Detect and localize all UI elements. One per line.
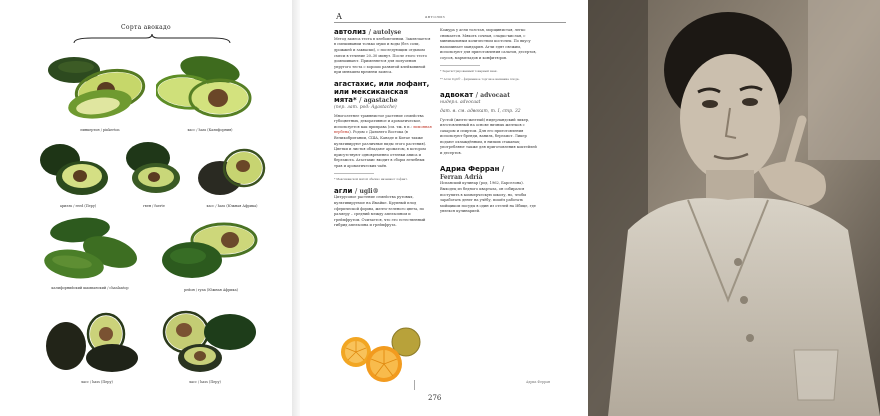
left-page bbox=[0, 0, 292, 416]
avocado-fuerte-image bbox=[118, 140, 188, 196]
ugli-fruit-image bbox=[336, 326, 428, 384]
advocaat-head-ru: адвокат bbox=[440, 90, 474, 99]
caption-hass-peru-1: хасс / hass (Перу) bbox=[81, 380, 113, 384]
autolysis-body: Метод замеса теста в хлебопечении. Заключается в смешивании только муки и воды (без соли, дрожжей и закваски), с последующим отдыхом смеси в течение 20–30 минут. После этого тесто домешивают. Применяется для получения упругого теста с хорошо развитой клейковиной при меньшем времени замеса. bbox=[334, 36, 431, 75]
avocado-varieties-title: Сорта авокадо bbox=[121, 24, 171, 31]
caption-ryan: рейон / ryan (Южная Африка) bbox=[184, 288, 238, 292]
advocaat-body: Густой (желто-желтый) нидерландский ликер, изготовленный на основе яичных желтков с сахаром и спиртом. Для его приготовления используют бренди, ваниль, бергамот. Ликер подают охлаждённым, в низких стаканах; употребляют также для приготовления коктейлей и десертов. bbox=[440, 117, 537, 155]
ugli-body: Цитрусовое растение семейства рутовых, культивируемое на Ямайке. Крупный плод сферической формы, желто-зеленого цвета, по размеру – средний между апельсином и грейпфрутом. Считается, что это естественный гибрид апельсина и грейпфрута. bbox=[334, 195, 426, 228]
caption-reed: ариэль / reed (Перу) bbox=[59, 204, 97, 208]
caption-fuerte: гвен / fuerte bbox=[143, 204, 165, 208]
running-head: автолиз bbox=[425, 14, 446, 19]
agastache-head-ru: агастахис, или лофант, или мексиканская мята* bbox=[334, 79, 430, 104]
advocaat-sub: нидерл. advocaat bbox=[440, 99, 481, 105]
footnote-rule-2 bbox=[440, 65, 480, 66]
agastache-body bbox=[334, 114, 432, 170]
avocado-hass-peru-2-image bbox=[160, 310, 260, 376]
entry-agastache-head: агастахис, или лофант, или мексиканская мята* / agastache bbox=[334, 79, 430, 104]
adria-head-ru: Адриа Ферран bbox=[440, 164, 500, 173]
caption-hass-peru-2: хасс / hass (Перу) bbox=[189, 380, 221, 384]
agastache-head-alt: agastache bbox=[363, 96, 398, 104]
adria-body: Испанский кулинар (род. 1962, Барселона). Выходец из бедного квартала, он собирался поступить в коммерческую школу, но, чтобы заработать денег на учёбу, пошёл работать мойщиком посуды в один из отелей на Ибице, где увлекся кулинарией. bbox=[440, 181, 536, 214]
middle-page bbox=[300, 0, 590, 416]
portrait-photo bbox=[588, 0, 880, 416]
avocado-pinkerton-image bbox=[48, 52, 146, 122]
advocaat-head-alt: advocaat bbox=[480, 91, 510, 99]
autolysis-head-alt: autolyse bbox=[373, 29, 402, 36]
avocado-reed-image bbox=[40, 142, 112, 198]
column-2 bbox=[440, 28, 540, 217]
footnote-rule bbox=[334, 173, 374, 174]
header-rule bbox=[334, 22, 566, 23]
agastache-body-text: Многолетнее травянистое растение семейства губоцветных, декоративное и ароматическое, используется как приправа (см. тж. в п.: bbox=[334, 113, 424, 129]
ugli-footnote-2: ** Агли Ugli® – фирменное торговое название плода. bbox=[440, 76, 520, 81]
agastache-footnote: * Мексиканской мятой обычно называют лофант. bbox=[334, 177, 408, 182]
title-brace bbox=[72, 34, 232, 44]
page-number: 276 bbox=[428, 394, 442, 402]
agastache-sub: (пер. лат. род: Agastache) bbox=[334, 104, 397, 110]
entry-autolysis-head: автолиз / autolyse bbox=[334, 28, 402, 36]
avocado-hass-california-image bbox=[156, 54, 252, 120]
ugli-head-alt: ugli® bbox=[359, 187, 379, 195]
adria-head-alt: Ferran Adrià bbox=[440, 173, 483, 181]
running-foot: Адриа Ферран bbox=[526, 380, 551, 384]
agastache-link[interactable]: лимонная вербена bbox=[334, 124, 432, 135]
avocado-ryan-image bbox=[160, 222, 260, 282]
caption-champagne: калифорнийский шампанский / chanlantop bbox=[51, 286, 129, 290]
caption-pinkerton: пинкертон / pinkerton bbox=[80, 128, 120, 132]
caption-hass-south-africa: хасс / hass (Южная Африка) bbox=[206, 204, 258, 208]
entry-adria-head: Адриа Ферран / Ferran Adrià bbox=[440, 164, 505, 181]
avocado-hass-sa-image bbox=[196, 148, 266, 198]
ugli-head-ru: агли bbox=[334, 186, 353, 195]
entry-advocaat-head: адвокат / advocaat bbox=[440, 90, 510, 99]
avocado-champagne-image bbox=[42, 216, 140, 282]
advocaat-sub-2: дат. в. см. адвокат, т. I, стр. 32 bbox=[440, 108, 521, 114]
avocado-hass-peru-1-image bbox=[44, 312, 144, 374]
autolysis-head-ru: автолиз bbox=[334, 28, 367, 36]
page-rule-left bbox=[414, 380, 415, 390]
section-letter: А bbox=[336, 12, 343, 21]
ugli-footnote-1: * Зарегистрированный товарный знак. bbox=[440, 69, 498, 74]
column-1 bbox=[334, 28, 432, 231]
ugli-continuation: Кожура у агли толстая, морщинистая, легко снимается. Мякоть сочная, сладко-кислая, с минимальным количеством косточек. По вкусу напоминает мандарин. Агли едят свежим, используют для приготовления салатов, десертов, соусов, мармеладов и конфитюров. bbox=[440, 28, 537, 60]
entry-ugli-head: агли / ugli® bbox=[334, 186, 379, 195]
agastache-body-text-2: ). Родом с Дальнего Востока (в Великобритании, США, Канаде и Китае также культивируют различные виды этого растения). Цветки и листья обладают ароматом, в котором присутствуют одновременно оттенки аниса и бергамота. Агастахис входит в сборы лечебных трав и ароматических чаёв. bbox=[334, 130, 427, 168]
caption-hass-california: хасс / hass (Калифорния) bbox=[187, 128, 233, 132]
